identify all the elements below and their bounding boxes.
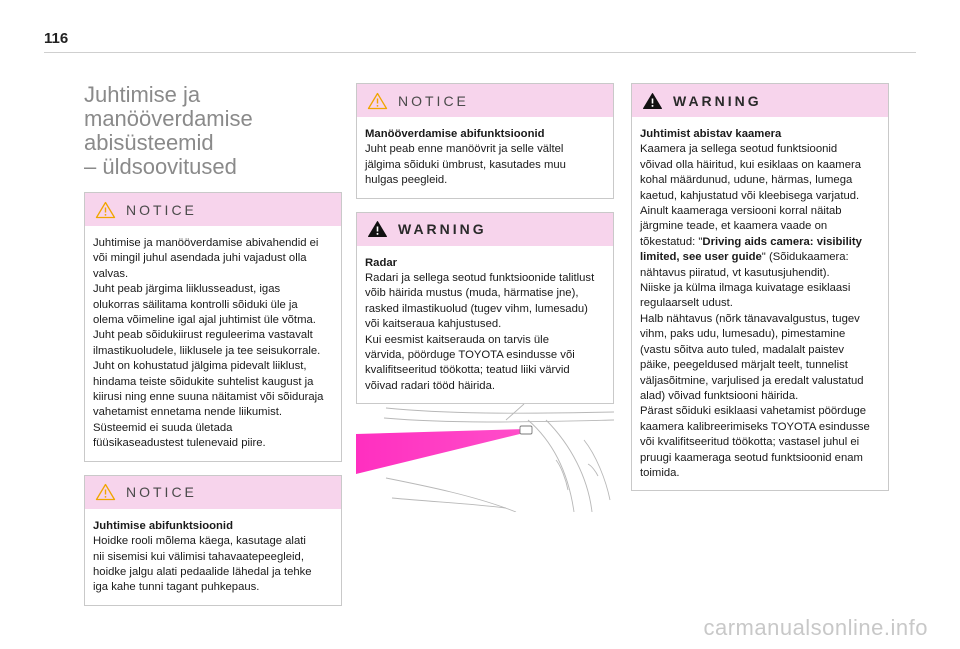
- warning-triangle-outline-icon: [95, 483, 116, 501]
- page-number: 116: [44, 30, 69, 47]
- notice-body: Juhtimise ja manööverdamise abivahendid ei või mingil juhul asendada juhi vajadust olla valvas. Juht peab järgima liiklusseadust, igas olukorras säilitama kontrolli sõiduki üle ja olema võimeline igal ajal juhtimist üle võtma. Juht peab sõidukiirust reguleerima vastavalt ilmastikuoludele, liiklusele ja tee seisukorrale. Juht on kohustatud jälgima pidevalt liiklust, hindama teiste sõidukite suhtelist kaugust ja kiirusi ning enne suuna näitamist või sõiduraja vahetamist ennetama nende liikumist. Süsteemid ei suuda ületada füüsikaseadustest tulenevaid piire.: [93, 237, 324, 450]
- warning-header: [632, 84, 888, 117]
- camera-message-line-2: limited, see user guide" (Sõidukaamera:: [640, 251, 849, 264]
- warning-box-radar: [356, 212, 614, 405]
- warning-header: [357, 213, 613, 246]
- notice-header: [85, 193, 341, 226]
- notice-heading: Juhtimise abifunktsioonid: [93, 519, 233, 532]
- windscreen-camera-illustration: [356, 400, 614, 512]
- column-middle: [356, 83, 614, 417]
- warning-triangle-outline-icon: [367, 92, 388, 110]
- warning-box-camera: [631, 83, 889, 491]
- notice-label: NOTICE: [126, 201, 197, 218]
- camera-beam: [356, 429, 526, 474]
- notice-label: NOTICE: [126, 484, 197, 501]
- notice-box-driving-aids: [84, 475, 342, 606]
- warning-label: WARNING: [673, 92, 762, 109]
- column-left: [84, 83, 342, 619]
- notice-body: Manööverdamise abifunktsioonid Juht peab enne manöövrit ja selle vältel jälgima sõiduki ümbrust, kasutades muu hulgas peegleid.: [357, 117, 613, 198]
- warning-triangle-filled-icon: [642, 92, 663, 110]
- warning-triangle-outline-icon: [95, 201, 116, 219]
- warning-body: Radar Radari ja sellega seotud funktsioonide talitlust võib häirida mustus (muda, härmatise jne), rasked ilmastikuolud (tugev vihm, lumesadu) või kaitseraua kahjustused. Kui eesmist kaitserauda on tarvis üle värvida, pöörduge TOYOTA esindusse või kvalifitseeritud töökotta; teatud liiki värvid võivad radari tööd häirida.: [357, 246, 613, 404]
- notice-header: [357, 84, 613, 117]
- warning-triangle-filled-icon: [367, 220, 388, 238]
- warning-body: Juhtimist abistav kaamera Kaamera ja sellega seotud funktsioonid võivad olla häiritud, kui esiklaas on kaamera kohal määrdunud, udune, härmas, lumega kaetud, kahjustatud või kleebisega varjatud. Ainult kaameraga versiooni korral näitab järgmine teade, et kaamera vaade on tõkestatud: "Driving aids camera: visibility limited, see user guide" (Sõidukaamera: nähtavus piiratud, vt kasutusjuhendit). Niiske ja külma ilmaga kuivatage esiklaasi regulaarselt udust. Halb nähtavus (nõrk tänavavalgustus, tugev vihm, paks udu, lumesadu), pimestamine (vastu sõitva auto tuled, madalalt paistev päike, peegeldused märjalt teelt, tunnelist väljasõitmine, varjulised ja eredalt valustatud alad) võivad funktsiooni häirida. Pärast sõiduki esiklaasi vahetamist pöörduge kaamera kalibreerimiseks TOYOTA esindusse või kvalifitseeritud töökotta; vastasel juhul ei pruugi kaameraga seotud funktsioonid enam toimida.: [632, 117, 888, 490]
- page-title: Juhtimise ja manööverdamise abisüsteemid – üldsoovitused: [84, 82, 253, 179]
- top-divider: [44, 52, 916, 53]
- camera-message-line: tõkestatud: "Driving aids camera: visibility: [640, 235, 862, 248]
- column-right: [631, 83, 889, 504]
- notice-box-manoeuvring: [356, 83, 614, 199]
- notice-box-general: [84, 192, 342, 462]
- watermark: carmanualsonline.info: [703, 615, 928, 640]
- warning-heading: Radar: [365, 256, 398, 269]
- notice-heading: Manööverdamise abifunktsioonid: [365, 128, 545, 140]
- warning-label: WARNING: [398, 221, 487, 238]
- notice-body: Juhtimise abifunktsioonid Hoidke rooli mõlema käega, kasutage alati nii sisemisi kui välimisi tahavaatepeegleid, hoidke jalgu alati pedaalide lähedal ja tehke iga kahe tunni tagant puhkepaus.: [85, 509, 341, 605]
- camera-message-text: Driving aids camera: visibility: [702, 235, 862, 248]
- warning-heading: Juhtimist abistav kaamera: [640, 128, 782, 140]
- notice-header: [85, 476, 341, 509]
- notice-label: NOTICE: [398, 92, 469, 109]
